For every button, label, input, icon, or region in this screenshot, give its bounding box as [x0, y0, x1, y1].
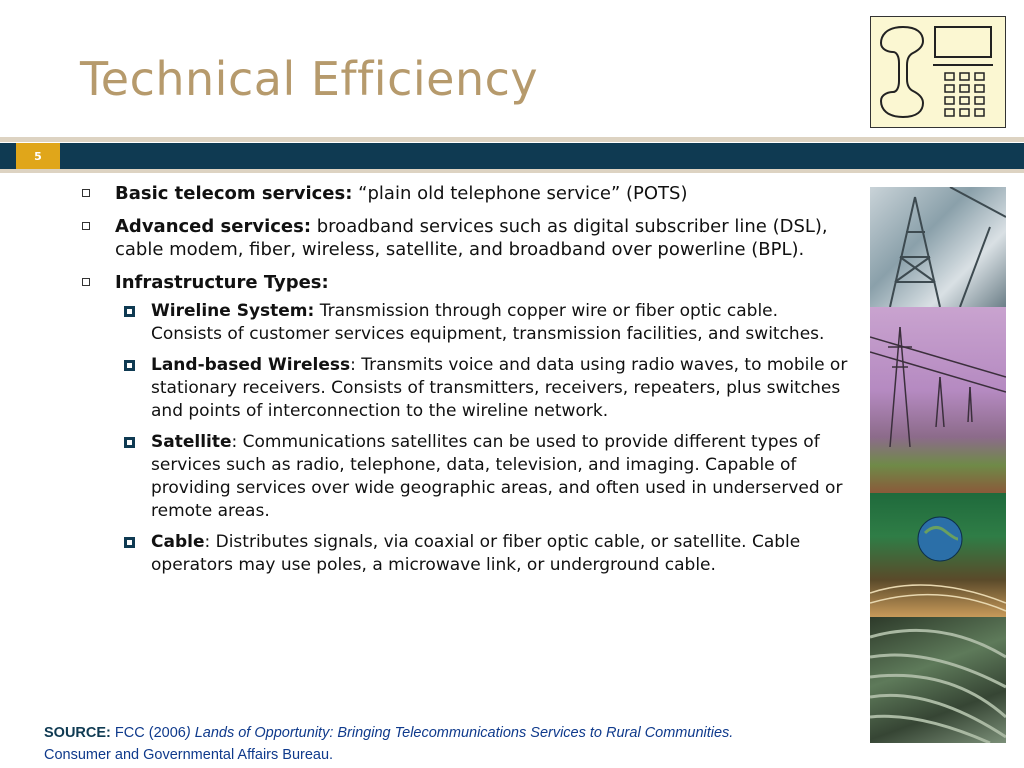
- hollow-square-bullet-icon: [82, 222, 90, 230]
- filled-square-bullet-icon: [124, 360, 135, 371]
- bullet-label: Advanced services:: [115, 216, 312, 237]
- page-number: 5: [16, 143, 60, 169]
- source-title: ) Lands of Opportunity: Bringing Telecommunications Services to Rural Communities.: [185, 725, 734, 741]
- hollow-square-bullet-icon: [82, 189, 90, 197]
- bullet-advanced-services: [80, 215, 850, 261]
- filled-square-bullet-icon: [124, 537, 135, 548]
- bullet-text: broadband services such as digital subscriber line (DSL), cable modem, fiber, wireless, satellite, and broadband over powerline (BPL).: [115, 216, 828, 260]
- telephone-keypad-icon: [870, 16, 1006, 128]
- source-year: (2006: [144, 725, 186, 741]
- header-band: [0, 143, 1024, 169]
- source-citation: [44, 722, 944, 766]
- filled-square-bullet-icon: [124, 306, 135, 317]
- slide-title: Technical Efficiency: [80, 52, 539, 106]
- sub-bullet-text: Transmission through copper wire or fiber optic cable. Consists of customer services equipment, transmission facilities, and switches.: [151, 301, 825, 344]
- sub-bullet-land-based-wireless: [80, 354, 850, 423]
- header-band-top: [0, 137, 1024, 142]
- hollow-square-bullet-icon: [82, 278, 90, 286]
- sub-bullet-text: : Transmits voice and data using radio waves, to mobile or stationary receivers. Consists of transmitters, receivers, repeaters, plus switches and points of interconnection to the wireline network.: [151, 355, 848, 421]
- slide-content: [80, 182, 850, 585]
- sub-bullet-label: Land-based Wireless: [151, 355, 351, 375]
- photo-strip: [870, 187, 1006, 743]
- sub-bullet-satellite: [80, 431, 850, 523]
- bullet-label: Infrastructure Types:: [115, 272, 329, 293]
- sub-bullet-text: : Distributes signals, via coaxial or fiber optic cable, or satellite. Cable operators may use poles, a microwave link, or underground cable.: [151, 532, 801, 575]
- source-label: SOURCE:: [44, 725, 111, 741]
- photo-power-lines: [870, 307, 1006, 493]
- sub-bullet-wireline: [80, 300, 850, 346]
- sub-bullet-text: : Communications satellites can be used to provide different types of services such as radio, telephone, data, television, and imaging. Capable of providing services over wide geographic areas, and often used in underserved or remote areas.: [151, 432, 843, 521]
- bullet-text: “plain old telephone service” (POTS): [352, 183, 688, 204]
- header-band-bottom: [0, 169, 1024, 173]
- sub-bullet-label: Satellite: [151, 432, 232, 452]
- bullet-infrastructure-types: [80, 271, 850, 294]
- sub-bullet-label: Wireline System:: [151, 301, 315, 321]
- photo-transmission-tower: [870, 187, 1006, 307]
- source-org: FCC: [110, 725, 145, 741]
- sub-bullet-label: Cable: [151, 532, 205, 552]
- photo-globe-network: [870, 493, 1006, 617]
- source-publisher: Consumer and Governmental Affairs Bureau.: [44, 747, 334, 763]
- bullet-label: Basic telecom services:: [115, 183, 353, 204]
- filled-square-bullet-icon: [124, 437, 135, 448]
- bullet-basic-services: [80, 182, 850, 205]
- sub-bullet-cable: [80, 531, 850, 577]
